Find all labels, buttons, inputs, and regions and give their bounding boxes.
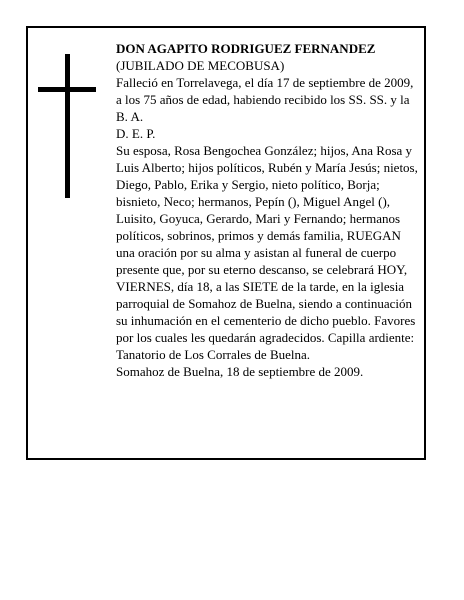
death-line: Falleció en Torrelavega, el día 17 de septiembre de 2009, xyxy=(116,75,414,90)
cross-vertical-bar xyxy=(65,54,70,198)
closing-line: Somahoz de Buelna, 18 de septiembre de 2009. xyxy=(116,364,364,379)
cross-horizontal-bar xyxy=(38,87,96,92)
rip-line: D. E. P. xyxy=(116,126,156,141)
deceased-name: DON AGAPITO RODRIGUEZ FERNANDEZ xyxy=(116,41,376,56)
notice-body: Su esposa, Rosa Bengochea González; hijos, Ana Rosa y Luis Alberto; hijos políticos, Rubén y María Jesús; nietos, Diego, Pablo, Erika y Sergio, nieto político, Borja; bisnieto, Neco; hermanos, Pepín (), Miguel Angel (), Luisito, Goyuca, Gerardo, Mari y Fernando; hermanos políticos, sobrinos, primos y demás familia, RUEGAN una oración por su alma y asistan al funeral de cuerpo presente que, por su eterno descanso, se celebrará HOY, VIERNES, día 18, a las SIETE de la tarde, en la iglesia parroquial de Somahoz de Buelna, siendo a continuación su inhumación en el cementerio de dicho pueblo. Favores por los cuales les quedarán agradecidos. Capilla ardiente: Tanatorio de Los Corrales de Buelna. xyxy=(116,143,418,362)
obituary-notice xyxy=(26,26,426,460)
deceased-subtitle: (JUBILADO DE MECOBUSA) xyxy=(116,58,285,73)
cross-icon xyxy=(38,54,96,198)
age-line: a los 75 años de edad, habiendo recibido los SS. SS. y la B. A. xyxy=(116,92,410,124)
notice-text xyxy=(116,40,418,380)
